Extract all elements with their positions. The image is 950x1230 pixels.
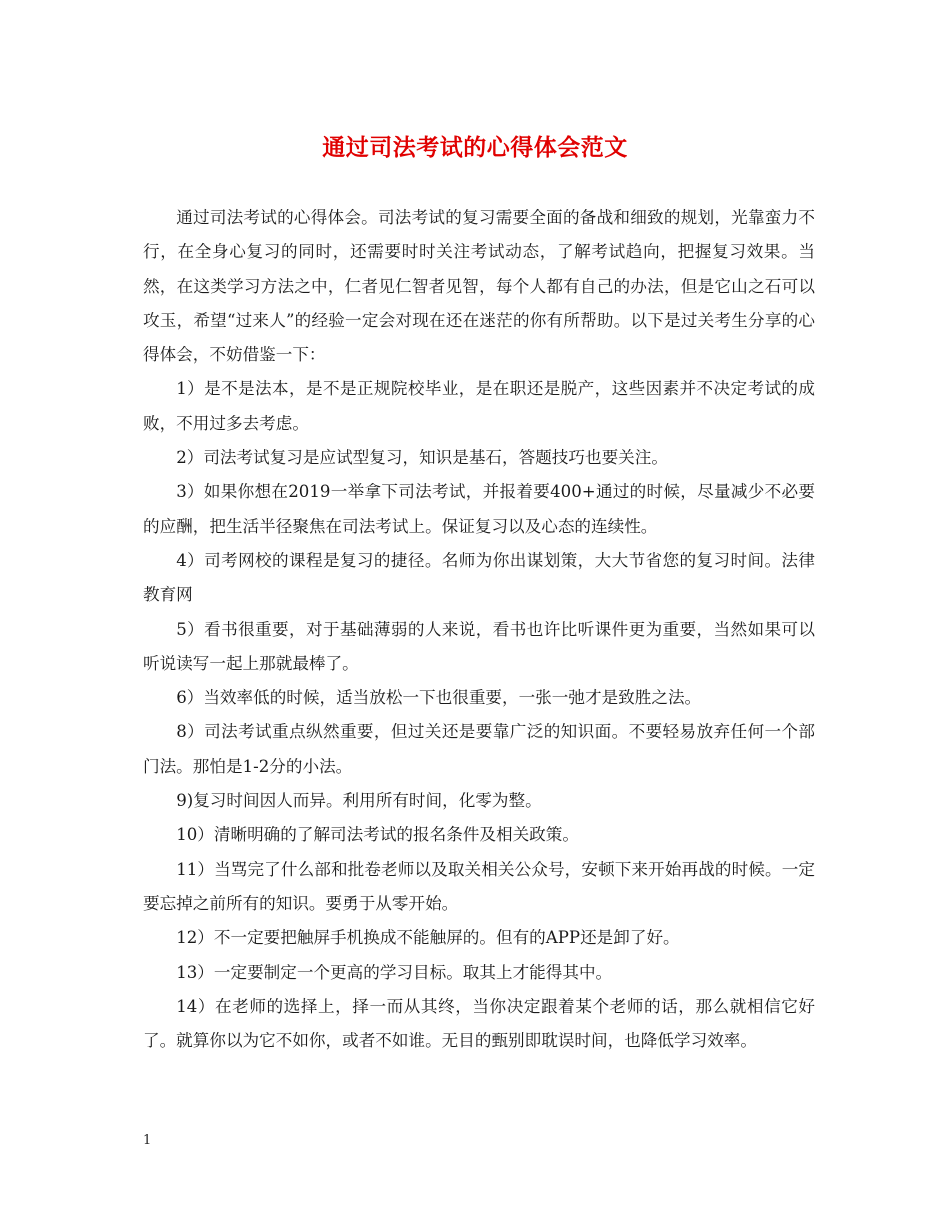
paragraph-item-8: 8）司法考试重点纵然重要，但过关还是要靠广泛的知识面。不要轻易放弃任何一个部门法。那怕是1-2分的小法。 — [143, 722, 815, 776]
paragraph-intro: 通过司法考试的心得体会。司法考试的复习需要全面的备战和细致的规划，光靠蛮力不行，在全身心复习的同时，还需要时时关注考试动态，了解考试趋向，把握复习效果。当然，在这类学习方法之中，仁者见仁智者见智，每个人都有自己的办法，但是它山之石可以攻玉，希望“过来人”的经验一定会对现在还在迷茫的你有所帮助。以下是过关考生分享的心得体会，不妨借鉴一下： — [143, 208, 815, 365]
paragraph-item-13: 13）一定要制定一个更高的学习目标。取其上才能得其中。 — [176, 962, 613, 982]
paragraph-item-14: 14）在老师的选择上，择一而从其终，当你决定跟着某个老师的话，那么就相信它好了。就算你以为它不如你，或者不如谁。无目的甄别即耽误时间，也降低学习效率。 — [143, 996, 815, 1051]
paragraph-item-9: 9)复习时间因人而异。利用所有时间，化零为整。 — [176, 791, 542, 811]
paragraph-item-6: 6）当效率低的时候，适当放松一下也很重要，一张一弛才是致胜之法。 — [176, 688, 702, 708]
paragraph-item-3: 3）如果你想在2019一举拿下司法考试，并报着要400+通过的时候，尽量减少不必要的应酬，把生活半径聚焦在司法考试上。保证复习以及心态的连续性。 — [143, 482, 815, 536]
paragraph-item-1: 1）是不是法本，是不是正规院校毕业，是在职还是脱产，这些因素并不决定考试的成败，不用过多去考虑。 — [143, 379, 815, 433]
document-body — [143, 201, 815, 1058]
paragraph-item-10: 10）清晰明确的了解司法考试的报名条件及相关政策。 — [176, 825, 579, 845]
paragraph-item-2: 2）司法考试复习是应试型复习，知识是基石，答题技巧也要关注。 — [176, 448, 668, 468]
document-title: 通过司法考试的心得体会范文 — [322, 134, 628, 161]
paragraph-item-4: 4）司考网校的课程是复习的捷径。名师为你出谋划策，大大节省您的复习时间。法律教育网 — [143, 550, 815, 605]
paragraph-item-5: 5）看书很重要，对于基础薄弱的人来说，看书也许比听课件更为重要，当然如果可以听说读写一起上那就最棒了。 — [143, 619, 815, 673]
paragraph-item-11: 11）当骂完了什么部和批卷老师以及取关相关公众号，安顿下来开始再战的时候。一定要忘掉之前所有的知识。要勇于从零开始。 — [143, 859, 815, 913]
page-number: 1 — [143, 1133, 152, 1148]
paragraph-item-12: 12）不一定要把触屏手机换成不能触屏的。但有的APP还是卸了好。 — [176, 928, 680, 948]
